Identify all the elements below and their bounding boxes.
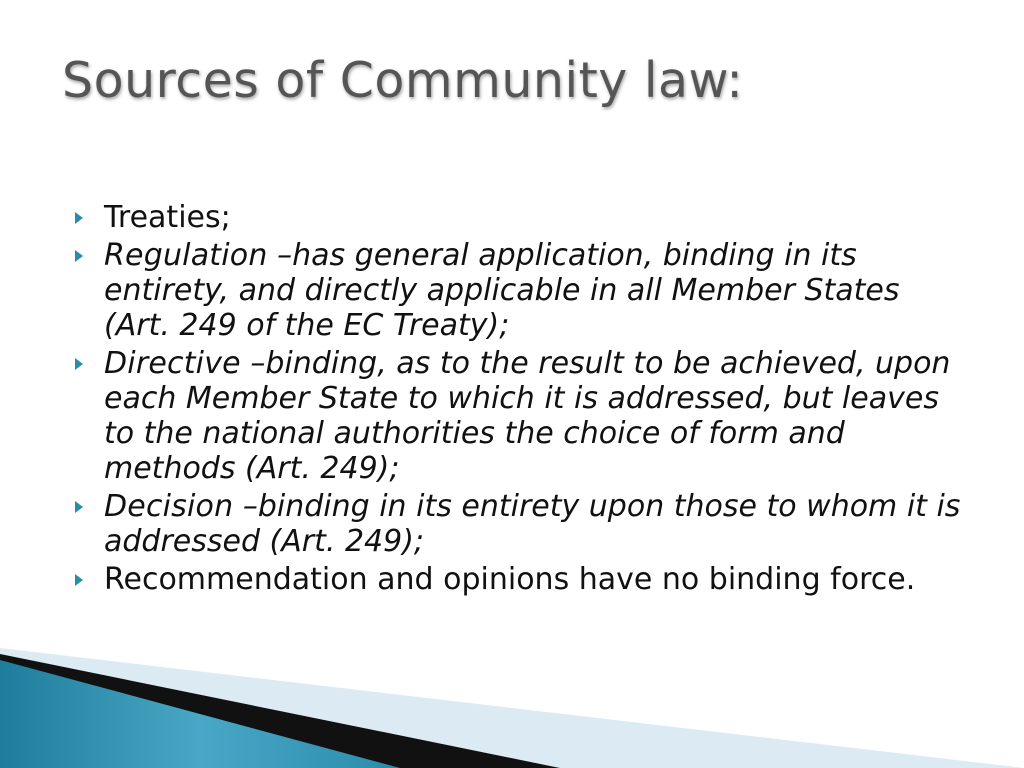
bullet-text: –binding, as to the result to be achieved, upon each Member State to which it is addressed, but leaves to the national authorities the choice of form and methods (Art. 249);	[104, 346, 951, 486]
bullet-text: –binding in its entirety upon those to whom it is addressed (Art. 249);	[104, 489, 961, 559]
bullet-arrow-icon	[75, 574, 83, 586]
bullet-term: Regulation	[104, 238, 268, 273]
bullet-arrow-icon	[75, 250, 83, 262]
bullet-term: Decision	[104, 489, 234, 524]
bullet-text: Treaties;	[104, 200, 231, 235]
bullet-text: –has general application, binding in its entirety, and directly applicable in all Member States (Art. 249 of the EC Treaty);	[104, 238, 900, 343]
bullet-arrow-icon	[75, 358, 83, 370]
bullet-arrow-icon	[75, 212, 83, 224]
bullet-text: Recommendation and opinions have no binding force.	[104, 562, 916, 597]
bullet-item	[72, 200, 972, 235]
slide-title: Sources of Community law:	[62, 52, 744, 109]
bullet-item	[72, 346, 972, 486]
bullet-list	[72, 200, 972, 600]
decorative-swoosh	[0, 640, 1024, 768]
bullet-item	[72, 562, 972, 597]
bullet-item	[72, 238, 972, 343]
bullet-arrow-icon	[75, 501, 83, 513]
bullet-item	[72, 489, 972, 559]
bullet-term: Directive	[104, 346, 241, 381]
